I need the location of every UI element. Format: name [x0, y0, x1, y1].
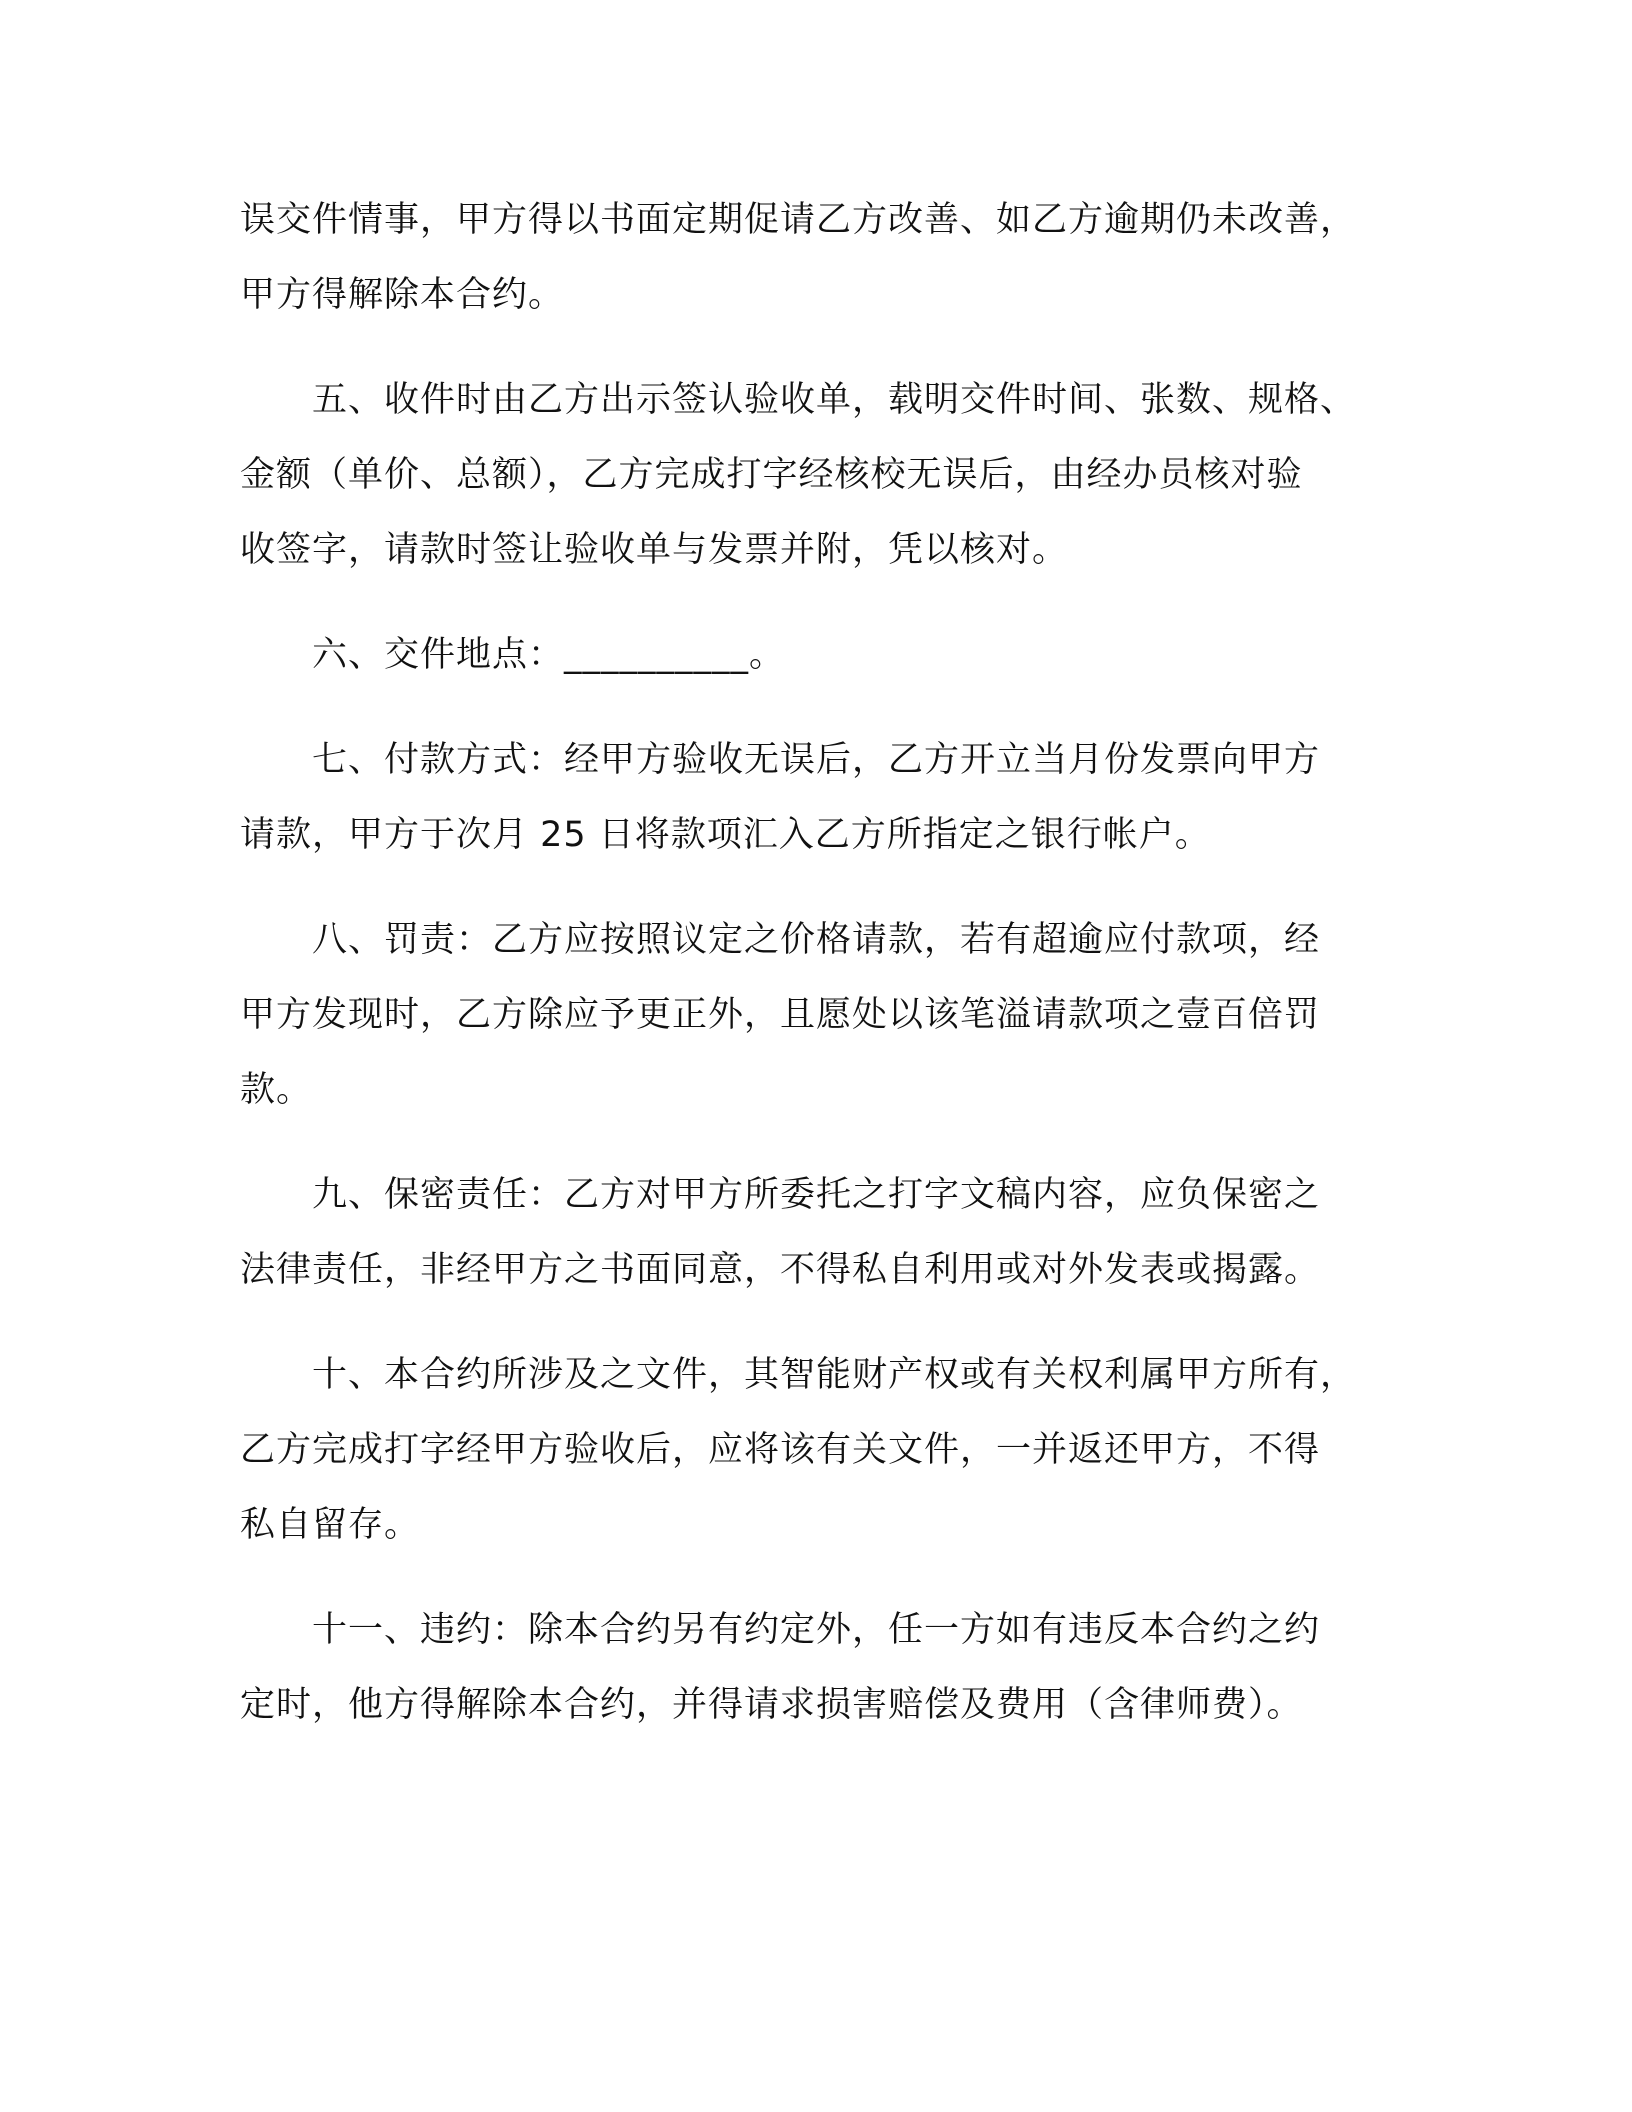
- text-line: 甲方得解除本合约。: [240, 275, 565, 315]
- clause-5-line: 收签字，请款时签让验收单与发票并附，凭以核对。: [240, 530, 1069, 570]
- clause-9-line: 九、保密责任：乙方对甲方所委托之打字文稿内容，应负保密之: [240, 1175, 1321, 1215]
- text-line: 误交件情事，甲方得以书面定期促请乙方改善、如乙方逾期仍未改善，: [240, 200, 1357, 240]
- clause-7-line: 七、付款方式：经甲方验收无误后，乙方开立当月份发票向甲方: [240, 740, 1321, 780]
- clause-8-line: 款。: [240, 1070, 313, 1110]
- clause-10-line: 私自留存。: [240, 1505, 421, 1545]
- clause-10-line: 十、本合约所涉及之文件，其智能财产权或有关权利属甲方所有，: [240, 1355, 1357, 1395]
- clause-9-line: 法律责任，非经甲方之书面同意，不得私自利用或对外发表或揭露。: [240, 1250, 1321, 1290]
- clause-10-line: 乙方完成打字经甲方验收后，应将该有关文件，一并返还甲方，不得: [240, 1430, 1321, 1470]
- clause-6-line: 六、交件地点：__________。: [240, 635, 786, 675]
- clause-5-line: 金额（单价、总额），乙方完成打字经核校无误后，由经办员核对验: [240, 455, 1303, 495]
- clause-7-line: 请款，甲方于次月 25 日将款项汇入乙方所指定之银行帐户。: [240, 815, 1211, 855]
- clause-8-line: 八、罚责：乙方应按照议定之价格请款，若有超逾应付款项，经: [240, 920, 1321, 960]
- clause-11-line: 十一、违约：除本合约另有约定外，任一方如有违反本合约之约: [240, 1610, 1321, 1650]
- clause-8-line: 甲方发现时，乙方除应予更正外，且愿处以该笔溢请款项之壹百倍罚: [240, 995, 1321, 1035]
- clause-5-line: 五、收件时由乙方出示签认验收单，载明交件时间、张数、规格、: [240, 380, 1357, 420]
- clause-11-line: 定时，他方得解除本合约，并得请求损害赔偿及费用（含律师费）。: [240, 1685, 1303, 1725]
